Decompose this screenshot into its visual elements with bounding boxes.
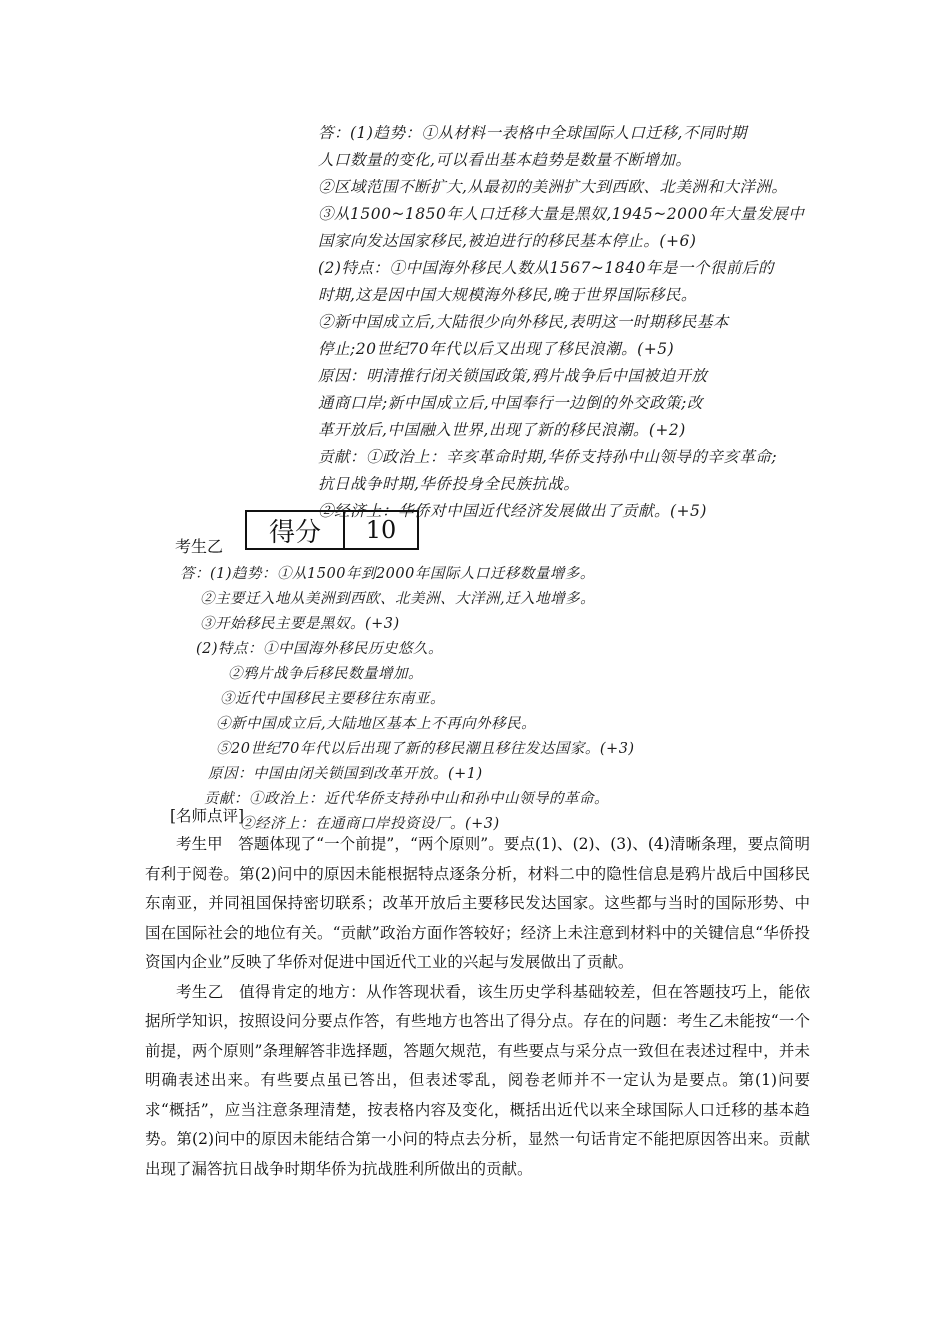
answer-line: ⑤20世纪70年代以后出现了新的移民潮且移往发达国家。(+3) xyxy=(216,741,635,757)
answer-line: 贡献：①政治上：辛亥革命时期,华侨支持孙中山领导的辛亥革命; xyxy=(318,448,778,466)
answer-line: ②新中国成立后,大陆很少向外移民,表明这一时期移民基本 xyxy=(318,313,729,331)
answer-line: 贡献：①政治上：近代华侨支持孙中山和孙中山领导的革命。 xyxy=(204,791,609,807)
answer-line: 原因：中国由闭关锁国到改革开放。(+1) xyxy=(208,766,483,782)
answer-line: 通商口岸;新中国成立后,中国奉行一边倒的外交政策;改 xyxy=(318,394,703,412)
student-b-label: 考生乙 xyxy=(175,537,224,556)
answer-line: 革开放后,中国融入世界,出现了新的移民浪潮。(+2) xyxy=(318,421,686,439)
answer-line: 答：(1)趋势：①从1500年到2000年国际人口迁移数量增多。 xyxy=(180,566,595,582)
answer-line: 国家向发达国家移民,被迫进行的移民基本停止。(+6) xyxy=(318,232,697,250)
score-label: 得分 xyxy=(247,512,345,548)
student-b-handwritten-answer xyxy=(180,562,635,837)
commentary-heading: [名师点评] xyxy=(170,807,245,825)
answer-line: ②经济上：在通商口岸投资设厂。(+3) xyxy=(240,816,500,832)
commentary-paragraph-b xyxy=(145,978,810,1185)
score-value: 10 xyxy=(365,516,397,544)
commentary-text: 值得肯定的地方：从作答现状看，该生历史学科基础较差，但在答题技巧上，能依据所学知识，按照设问分要点作答，有些地方也答出了得分点。存在的问题：考生乙未能按“一个前提，两个原则”条理解答非选择题，答题欠规范，有些要点与采分点一致但在表述过程中，并未明确表述出来。有些要点虽已答出，但表述零乱，阅卷老师并不一定认为是要点。第(1)问要求“概括”，应当注意条理清楚，按表格内容及变化，概括出近代以来全球国际人口迁移的基本趋势。第(2)问中的原因未能结合第一小问的特点去分析，显然一句话肯定不能把原因答出来。贡献出现了漏答抗日战争时期华侨为抗战胜利所做出的贡献。 xyxy=(145,982,810,1178)
commentary-section xyxy=(145,830,810,1184)
answer-line: ②区域范围不断扩大,从最初的美洲扩大到西欧、北美洲和大洋洲。 xyxy=(318,178,788,196)
student-name: 考生乙 xyxy=(176,982,224,1001)
answer-line: ③开始移民主要是黑奴。(+3) xyxy=(200,616,400,632)
answer-line: 人口数量的变化,可以看出基本趋势是数量不断增加。 xyxy=(318,151,692,169)
answer-line: (2)特点：①中国海外移民历史悠久。 xyxy=(196,641,444,657)
answer-line: 时期,这是因中国大规模海外移民,晚于世界国际移民。 xyxy=(318,286,697,304)
answer-line: 原因：明清推行闭关锁国政策,鸦片战争后中国被迫开放 xyxy=(318,367,708,385)
commentary-text: 答题体现了“一个前提”，“两个原则”。要点(1)、(2)、(3)、(4)清晰条理，要点简明有利于阅卷。第(2)问中的原因未能根据特点逐条分析，材料二中的隐性信息是鸦片战后中国移民东南亚，并同祖国保持密切联系；改革开放后主要移民发达国家。这些都与当时的国际形势、中国在国际社会的地位有关。“贡献”政治方面作答较好；经济上未注意到材料中的关键信息“华侨投资国内企业”反映了华侨对促进中国近代工业的兴起与发展做出了贡献。 xyxy=(145,835,810,971)
score-box xyxy=(245,510,419,550)
answer-line: ③从1500~1850年人口迁移大量是黑奴,1945~2000年大量发展中 xyxy=(318,205,805,223)
student-a-handwritten-answer xyxy=(318,120,804,525)
answer-line: 抗日战争时期,华侨投身全民族抗战。 xyxy=(318,475,580,493)
commentary-paragraph-a xyxy=(145,830,810,978)
answer-line: ③近代中国移民主要移往东南亚。 xyxy=(220,691,445,707)
answer-line: 答：(1)趋势：①从材料一表格中全球国际人口迁移,不同时期 xyxy=(318,124,747,142)
answer-line: (2)特点：①中国海外移民人数从1567~1840年是一个很前后的 xyxy=(318,259,774,277)
student-name: 考生甲 xyxy=(176,835,223,853)
answer-line: 停止;20世纪70年代以后又出现了移民浪潮。(+5) xyxy=(318,340,675,358)
answer-line: ②主要迁入地从美洲到西欧、北美洲、大洋洲,迁入地增多。 xyxy=(200,591,596,607)
answer-line: ②鸦片战争后移民数量增加。 xyxy=(228,666,423,682)
answer-line: ②经济上：华侨对中国近代经济发展做出了贡献。(+5) xyxy=(318,502,707,520)
answer-line: ④新中国成立后,大陆地区基本上不再向外移民。 xyxy=(216,716,537,732)
